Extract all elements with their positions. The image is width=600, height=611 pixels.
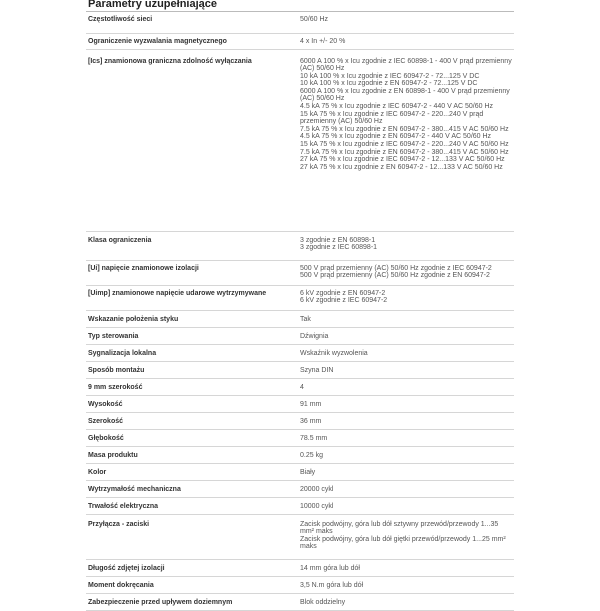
section-title: Parametry uzupełniające (86, 0, 514, 12)
parameter-value (298, 285, 514, 310)
table-row (86, 514, 514, 559)
parameter-label: 9 mm szerokość (86, 378, 298, 395)
parameter-value-line: 3 zgodnie z EN 60898-1 (300, 236, 376, 244)
parameter-label: Przyłącza - zaciski (86, 514, 298, 559)
parameter-value (298, 593, 514, 610)
parameter-value (298, 310, 514, 327)
parameter-label: Częstotliwość sieci (86, 12, 298, 33)
parameter-value-line: Zacisk podwójny, góra lub dół sztywny przewód/przewody 1...35 mm² maks (300, 520, 499, 536)
parameter-label: Masa produktu (86, 446, 298, 463)
table-row (86, 497, 514, 514)
parameter-value (298, 344, 514, 361)
parameters-section (86, 0, 514, 611)
table-row (86, 378, 514, 395)
parameter-value-line: 3 zgodnie z IEC 60898-1 (300, 244, 378, 252)
table-row (86, 576, 514, 593)
parameter-value-line: 4 (300, 383, 304, 391)
table-row (86, 480, 514, 497)
parameter-value (298, 497, 514, 514)
parameter-value-line: 6 kV zgodnie z IEC 60947-2 (300, 297, 388, 305)
parameter-value (298, 231, 514, 260)
parameter-value (298, 446, 514, 463)
table-row (86, 463, 514, 480)
parameter-value (298, 49, 514, 231)
parameter-value-line: 3,5 N.m góra lub dół (300, 581, 364, 589)
parameter-value-line: 78.5 mm (300, 434, 328, 442)
parameter-value (298, 12, 514, 33)
parameter-label: Wskazanie położenia styku (86, 310, 298, 327)
table-row (86, 361, 514, 378)
parameter-value-line: 50/60 Hz (300, 16, 329, 23)
parameter-value-line: 27 kA 75 % x Icu zgodnie z EN 60947-2 - 12...133 V AC 50/60 Hz (300, 163, 503, 171)
parameter-value-line: 15 kA 75 % x Icu zgodnie z IEC 60947-2 - 220...240 V prąd przemienny (AC) 50/60 Hz (300, 110, 484, 126)
parameter-value-line: Biały (300, 468, 316, 476)
table-row (86, 260, 514, 285)
parameter-label: Długość zdjętej izolacji (86, 559, 298, 576)
parameter-value-line: 15 kA 75 % x Icu zgodnie z IEC 60947-2 - 220...240 V AC 50/60 Hz (300, 141, 509, 149)
parameter-value-line: 10 kA 100 % x Icu zgodnie z IEC 60947-2 - 72...125 V DC (300, 72, 480, 80)
parameter-value-line: 7.5 kA 75 % x Icu zgodnie z EN 60947-2 - 380...415 V AC 50/60 Hz (300, 125, 509, 133)
parameter-value-line: 500 V prąd przemienny (AC) 50/60 Hz zgodnie z IEC 60947-2 (300, 264, 492, 272)
parameter-label: Trwałość elektryczna (86, 497, 298, 514)
parameter-value-line: 0.25 kg (300, 451, 323, 459)
parameter-label: Głębokość (86, 429, 298, 446)
parameter-label: [Uimp] znamionowe napięcie udarowe wytrzymywane (86, 285, 298, 310)
parameter-value (298, 429, 514, 446)
parameter-value (298, 559, 514, 576)
table-row (86, 559, 514, 576)
parameter-value-line: 10 kA 100 % x Icu zgodnie z EN 60947-2 - 72...125 V DC (300, 80, 478, 88)
parameter-value (298, 260, 514, 285)
parameter-value (298, 576, 514, 593)
parameter-value-line: 4.5 kA 75 % x Icu zgodnie z IEC 60947-2 - 440 V AC 50/60 Hz (300, 103, 494, 111)
table-row (86, 446, 514, 463)
parameter-value (298, 514, 514, 559)
parameter-value (298, 361, 514, 378)
table-row (86, 344, 514, 361)
table-row (86, 593, 514, 610)
parameter-value-line: 4.5 kA 75 % x Icu zgodnie z EN 60947-2 - 440 V AC 50/60 Hz (300, 133, 492, 141)
parameter-value-line: Dźwignia (300, 332, 329, 340)
parameter-value-line: Wskaźnik wyzwolenia (300, 349, 368, 357)
parameter-value-line: 20000 cykl (300, 485, 334, 493)
parameter-value (298, 395, 514, 412)
parameter-value-line: 36 mm (300, 417, 322, 425)
table-row (86, 310, 514, 327)
parameter-label: Zabezpieczenie przed upływem doziemnym (86, 593, 298, 610)
table-row (86, 412, 514, 429)
parameter-value-line: 4 x In +/- 20 % (300, 37, 346, 45)
table-row (86, 231, 514, 260)
parameter-label: Typ sterowania (86, 327, 298, 344)
parameter-label: Wysokość (86, 395, 298, 412)
parameter-label: Kolor (86, 463, 298, 480)
parameter-value-line: Szyna DIN (300, 366, 334, 374)
parameter-label: Moment dokręcania (86, 576, 298, 593)
table-row (86, 12, 514, 33)
parameter-value-line: 6000 A 100 % x Icu zgodnie z IEC 60898-1 - 400 V prąd przemienny (AC) 50/60 Hz (300, 57, 512, 73)
table-row (86, 395, 514, 412)
table-row (86, 429, 514, 446)
parameter-value (298, 378, 514, 395)
parameter-value-line: 27 kA 75 % x Icu zgodnie z IEC 60947-2 - 12...133 V AC 50/60 Hz (300, 156, 505, 164)
parameter-value-line: 6000 A 100 % x Icu zgodnie z EN 60898-1 - 400 V prąd przemienny (AC) 50/60 Hz (300, 87, 510, 103)
parameter-value-line: Zacisk podwójny, góra lub dół giętki przewód/przewody 1...25 mm² maks (300, 535, 506, 551)
parameter-label: Sygnalizacja lokalna (86, 344, 298, 361)
parameter-label: [Ui] napięcie znamionowe izolacji (86, 260, 298, 285)
parameter-label: Sposób montażu (86, 361, 298, 378)
parameter-label: Wytrzymałość mechaniczna (86, 480, 298, 497)
parameter-label: Ograniczenie wyzwalania magnetycznego (86, 33, 298, 49)
table-row (86, 285, 514, 310)
parameter-value (298, 33, 514, 49)
parameter-value-line: 7.5 kA 75 % x Icu zgodnie z EN 60947-2 - 380...415 V AC 50/60 Hz (300, 148, 509, 156)
parameter-value-line: 91 mm (300, 400, 322, 408)
table-row (86, 327, 514, 344)
parameter-value-line: 14 mm góra lub dół (300, 564, 360, 572)
parameter-value (298, 327, 514, 344)
parameter-value-line: 500 V prąd przemienny (AC) 50/60 Hz zgodnie z EN 60947-2 (300, 272, 490, 280)
table-row (86, 33, 514, 49)
parameter-label: Szerokość (86, 412, 298, 429)
parameter-value-line: Tak (300, 315, 311, 323)
parameter-value (298, 412, 514, 429)
parameter-label: Klasa ograniczenia (86, 231, 298, 260)
parameter-value-line: 6 kV zgodnie z EN 60947-2 (300, 289, 386, 297)
parameter-label: [Ics] znamionowa graniczna zdolność wyłączania (86, 49, 298, 231)
parameter-value (298, 463, 514, 480)
parameter-value-line: 10000 cykl (300, 502, 334, 510)
parameter-value-line: Blok oddzielny (300, 598, 346, 606)
parameters-table (86, 12, 514, 611)
parameter-value (298, 480, 514, 497)
table-row (86, 49, 514, 231)
